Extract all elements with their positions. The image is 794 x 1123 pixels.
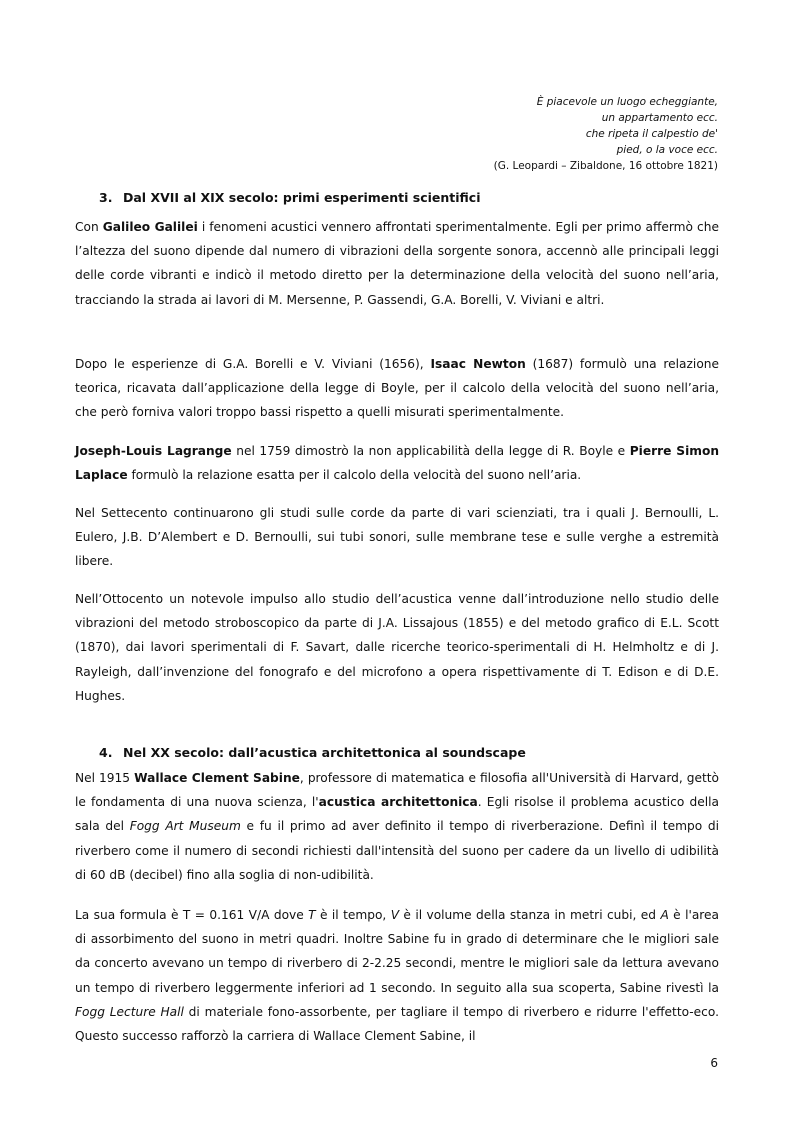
italic-text: V bbox=[390, 908, 400, 922]
italic-text: A bbox=[660, 908, 669, 922]
epigraph-line: pied, o la voce ecc. bbox=[616, 144, 718, 156]
bold-text: Wallace Clement Sabine bbox=[134, 771, 300, 785]
section-3-number: 3. bbox=[99, 190, 113, 205]
section-3-paragraph-3 bbox=[75, 439, 719, 487]
italic-text: Fogg Art Museum bbox=[129, 819, 241, 834]
bold-text: Galileo Galilei bbox=[102, 220, 198, 234]
bold-text: Joseph-Louis Lagrange bbox=[75, 444, 232, 458]
text-run: . Egli risolse il problema acustico della sala del bbox=[75, 795, 719, 834]
text-run: di materiale fono-assorbente, per tagliare il tempo di riverbero e ridurre l'effetto-eco. Questo successo rafforzò la carriera di Wallace Clement Sabine, il bbox=[75, 1004, 720, 1044]
section-4-paragraph-1 bbox=[75, 766, 719, 887]
section-3-paragraph-5 bbox=[75, 587, 719, 708]
page-number: 6 bbox=[710, 1056, 718, 1070]
epigraph-line: un appartamento ecc. bbox=[601, 112, 718, 124]
bold-text: Isaac Newton bbox=[430, 357, 526, 371]
bold-text: acustica architettonica bbox=[318, 795, 478, 810]
text-run: nel 1759 dimostrò la non applicabilità della legge di R. Boyle e bbox=[231, 444, 630, 458]
text-run: e fu il primo ad aver definito il tempo di riverberazione. Definì il tempo di riverbero come il numero di secondi richiesti dall'intensità del suono per cadere da un livello di udibilità di 60 dB (decibel) fino alla soglia di non-udibilità. bbox=[75, 819, 719, 882]
text-run: Nel 1915 bbox=[75, 771, 135, 785]
epigraph bbox=[494, 94, 718, 174]
text-run: Nell’Ottocento un notevole impulso allo studio dell’acustica venne dall’introduzione nello studio delle vibrazioni del metodo stroboscopico da parte di J.A. Lissajous (1855) e del metodo grafico di E.L. Scott (1870), dai lavori sperimentali di F. Savart, dalle ricerche teorico-sperimentali di H. Helmholtz e di J. Rayleigh, dall’invenzione del fonografo e del microfono a opera rispettivamente di T. Edison e di D.E. Hughes. bbox=[75, 592, 719, 703]
section-3-paragraph-1 bbox=[75, 215, 719, 312]
text-run: Con bbox=[75, 220, 103, 234]
text-run: (1687) formulò una relazione teorica, ricavata dall’applicazione della legge di Boyle, per il calcolo della velocità del suono nell’aria, che però forniva valori troppo bassi rispetto a quelli misurati sperimentalmente. bbox=[75, 357, 719, 420]
text-run: è l'area di assorbimento del suono in metri quadri. Inoltre Sabine fu in grado di determinare che le migliori sale da concerto avevano un tempo di riverbero di 2-2.25 secondi, mentre le migliori sale da lettura avevano un tempo di riverbero leggermente inferiori ad 1 secondo. In seguito alla sua scoperta, Sabine rivestì la bbox=[75, 908, 719, 995]
text-run: , professore di matematica e filosofia all'Università di Harvard, gettò le fondamenta di una nuova scienza, l' bbox=[75, 771, 720, 810]
text-run: formulò la relazione esatta per il calcolo della velocità del suono nell’aria. bbox=[127, 468, 582, 483]
text-run: i fenomeni acustici vennero affrontati sperimentalmente. Egli per primo affermò che l’altezza del suono dipende dal numero di vibrazioni della sorgente sonora, accennò alle principali leggi delle corde vibranti e indicò il metodo diretto per la determinazione della velocità del suono nell’aria, tracciando la strada ai lavori di M. Mersenne, P. Gassendi, G.A. Borelli, V. Viviani e altri. bbox=[75, 220, 719, 307]
section-4-number: 4. bbox=[99, 745, 113, 760]
text-run: è il volume della stanza in metri cubi, ed bbox=[399, 908, 661, 922]
text-run: Dopo le esperienze di G.A. Borelli e V. Viviani (1656), bbox=[75, 357, 431, 371]
text-run: Nel Settecento continuarono gli studi sulle corde da parte di vari scienziati, tra i quali J. Bernoulli, L. Eulero, J.B. D’Alembert e D. Bernoulli, sui tubi sonori, sulle membrane tese e sulle verghe a estremità libere. bbox=[75, 506, 719, 569]
bold-text: Pierre Simon Laplace bbox=[75, 444, 719, 483]
epigraph-line: È piacevole un luogo echeggiante, bbox=[536, 96, 718, 108]
text-run: è il tempo, bbox=[315, 908, 391, 922]
section-4-paragraph-2 bbox=[75, 903, 719, 1048]
section-3-title: Dal XVII al XIX secolo: primi esperimenti scientifici bbox=[123, 190, 481, 205]
epigraph-line: che ripeta il calpestio de' bbox=[585, 128, 718, 140]
section-3-paragraph-4 bbox=[75, 501, 719, 574]
text-run: La sua formula è T = 0.161 V/A dove bbox=[75, 908, 309, 922]
epigraph-source: (G. Leopardi – Zibaldone, 16 ottobre 1821) bbox=[493, 160, 718, 172]
section-3-paragraph-2 bbox=[75, 352, 719, 425]
section-4-title: Nel XX secolo: dall’acustica architettonica al soundscape bbox=[123, 745, 526, 760]
italic-text: Fogg Lecture Hall bbox=[75, 1004, 184, 1019]
italic-text: T bbox=[308, 908, 316, 922]
